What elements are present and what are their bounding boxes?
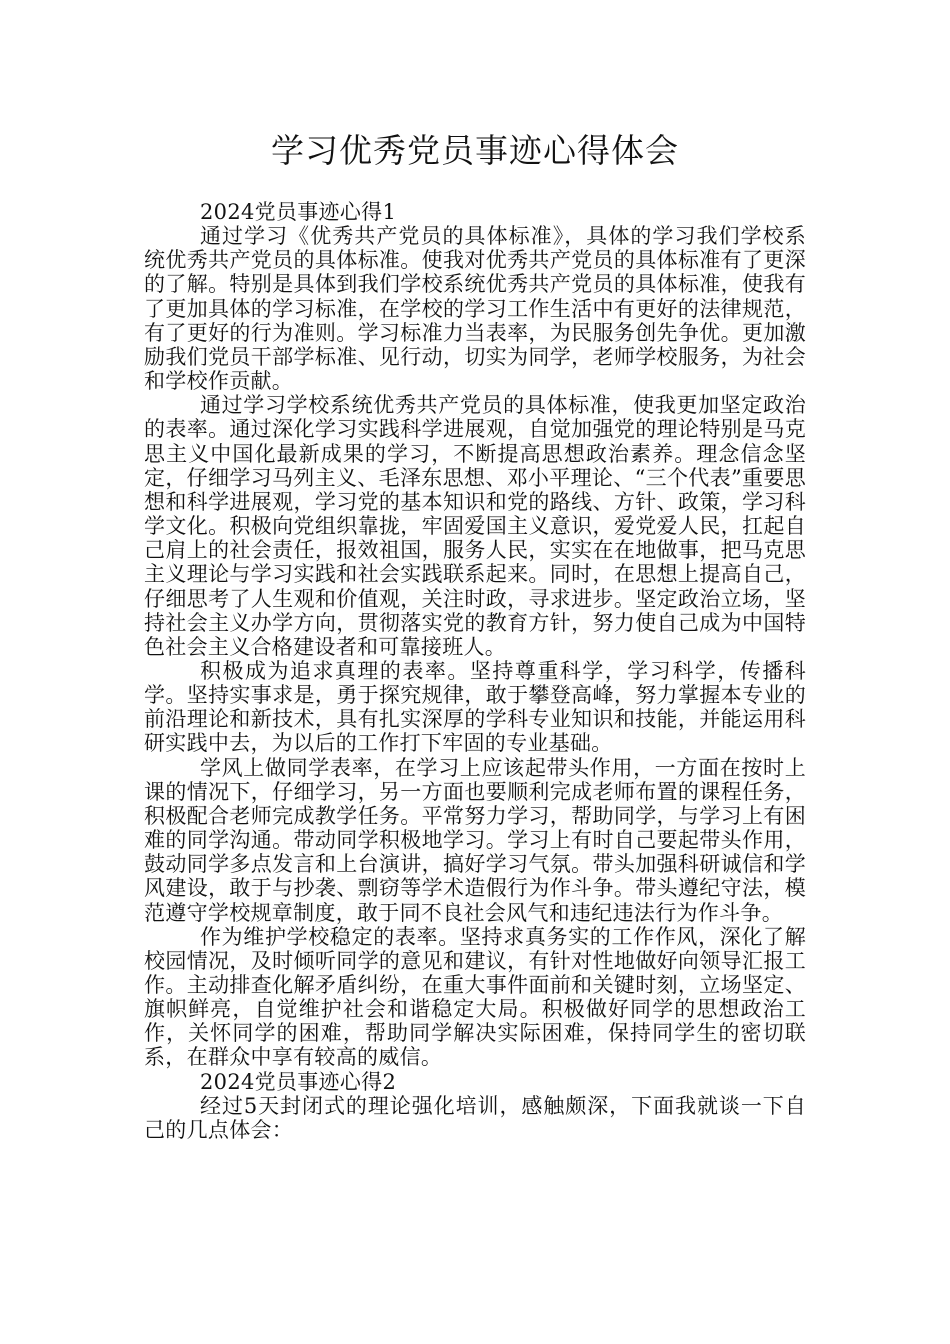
paragraph: 作为维护学校稳定的表率。坚持求真务实的工作作风，深化了解校园情况，及时倾听同学的意见和建议，有针对性地做好向领导汇报工作。主动排查化解矛盾纠纷，在重大事件面前和关键时刻，立场坚定、旗帜鲜亮，自觉维护社会和谐稳定大局。积极做好同学的思想政治工作，关怀同学的困难，帮助同学解决实际困难，保持同学生的密切联系，在群众中享有较高的威信。 xyxy=(144,924,806,1070)
paragraph: 通过学习学校系统优秀共产党员的具体标准，使我更加坚定政治的表率。通过深化学习实践科学进展观，自觉加强党的理论特别是马克思主义中国化最新成果的学习，不断提高思想政治素养。理念信念坚定，仔细学习马列主义、毛泽东思想、邓小平理论、“三个代表”重要思想和科学进展观，学习党的基本知识和党的路线、方针、政策，学习科学文化。积极向党组织靠拢，牢固爱国主义意识，爱党爱人民，扛起自己肩上的社会责任，报效祖国，服务人民，实实在在地做事，把马克思主义理论与学习实践和社会实践联系起来。同时，在思想上提高自己，仔细思考了人生观和价值观，关注时政，寻求进步。坚定政治立场，坚持社会主义办学方向，贯彻落实党的教育方针，努力使自己成为中国特色社会主义合格建设者和可靠接班人。 xyxy=(144,393,806,659)
document-title: 学习优秀党员事迹心得体会 xyxy=(271,131,679,170)
paragraph: 通过学习《优秀共产党员的具体标准》，具体的学习我们学校系统优秀共产党员的具体标准。使我对优秀共产党员的具体标准有了更深的了解。特别是具体到我们学校系统优秀共产党员的具体标准，使我有了更加具体的学习标准，在学校的学习工作生活中有更好的法律规范，有了更好的行为准则。学习标准力当表率，为民服务创先争优。更加激励我们党员干部学标准、见行动，切实为同学，老师学校服务，为社会和学校作贡献。 xyxy=(144,224,806,394)
paragraph: 经过5天封闭式的理论强化培训，感触颇深，下面我就谈一下自己的几点体会： xyxy=(144,1093,806,1142)
document-body xyxy=(144,200,806,1142)
paragraph: 积极成为追求真理的表率。坚持尊重科学，学习科学，传播科学。坚持实事求是，勇于探究规律，敢于攀登高峰，努力掌握本专业的前沿理论和新技术，具有扎实深厚的学科专业知识和技能，并能运用科研实践中去，为以后的工作打下牢固的专业基础。 xyxy=(144,658,806,756)
paragraph: 学风上做同学表率，在学习上应该起带头作用，一方面在按时上课的情况下，仔细学习，另一方面也要顺利完成老师布置的课程任务，积极配合老师完成教学任务。平常努力学习，帮助同学，与学习上有困难的同学沟通。带动同学积极地学习。学习上有时自己要起带头作用，鼓动同学多点发言和上台演讲，搞好学习气氛。带头加强科研诚信和学风建设，敢于与抄袭、剽窃等学术造假行为作斗争。带头遵纪守法，模范遵守学校规章制度，敢于同不良社会风气和违纪违法行为作斗争。 xyxy=(144,755,806,925)
section-heading-1: 2024党员事迹心得1 xyxy=(200,200,397,224)
section-heading-2: 2024党员事迹心得2 xyxy=(200,1069,397,1094)
